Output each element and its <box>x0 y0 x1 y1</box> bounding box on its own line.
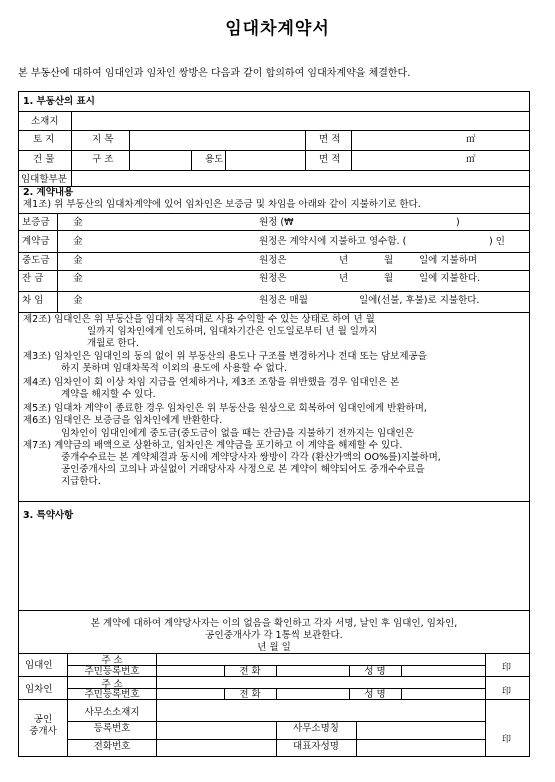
agent-tel-label: 전화번호 <box>93 741 131 752</box>
address-label: 소재지 <box>31 116 59 127</box>
lessor-seal: 印 <box>502 663 512 673</box>
land-area-unit: ㎡ <box>466 134 476 145</box>
rent-day: 일에(선불, 후불)로 지불한다. <box>359 295 480 306</box>
lessor-address-label: 주 소 <box>101 655 123 666</box>
article-4-line1: 제4조) 임차인이 회 이상 차임 지급을 연체하거나, 제3조 조항을 위반했을 경우 임대인은 본 <box>23 377 400 388</box>
building-label: 건 물 <box>33 154 55 165</box>
closing-date: 년 월 일 <box>257 642 291 653</box>
lessee-phone-label: 전 화 <box>239 689 261 700</box>
closing-line1: 본 계약에 대하여 계약당사자는 이의 없음을 확인하고 각자 서명, 날인 후 임대인, 임차인, <box>90 618 458 629</box>
article-3-line1: 제3조) 임차인은 임대인의 동의 없이 위 부동산의 용도나 구조를 변경하거나 전대 또는 담보제공을 <box>23 351 427 362</box>
deposit-currency: 金 <box>73 217 83 228</box>
section2-heading: 2. 계약내용 <box>23 187 74 198</box>
section3-heading: 3. 특약사항 <box>23 510 74 521</box>
article-6-line1: 제6조) 임대인은 보증금을 임차인에게 반환한다. <box>23 415 223 426</box>
deposit-label: 보증금 <box>22 217 50 228</box>
rent-text: 원정은 매월 <box>259 295 308 306</box>
down-payment-currency: 金 <box>73 236 83 247</box>
balance-currency: 金 <box>73 273 83 284</box>
balance-label: 잔 금 <box>22 273 44 284</box>
lessor-name-label: 성 명 <box>364 666 386 677</box>
deposit-text: 원정 (₩ <box>259 217 294 228</box>
rent-label: 차 임 <box>22 295 44 306</box>
lessee-name-label: 성 명 <box>364 689 386 700</box>
article-7-line1: 제7조) 계약금의 배액으로 상환하고, 임차인은 계약금을 포기하고 이 계약을 해제할 수 있다. <box>23 440 403 451</box>
interim-currency: 金 <box>73 255 83 266</box>
deposit-close: ) <box>456 217 460 228</box>
closing-line2: 공인중개사가 각 1통씩 보관한다. <box>205 630 343 641</box>
agent-office-address-label: 사무소소재지 <box>84 707 140 718</box>
article-2-line1: 제2조) 임대인은 위 부동산을 임대차 목적대로 사용 수익할 수 있는 상태로 하여 년 월 <box>23 314 375 325</box>
structure-label: 구 조 <box>92 154 114 165</box>
article-4-line2: 계약을 해지할 수 있다. <box>61 389 156 400</box>
intro-text: 본 부동산에 대하여 임대인과 임차인 쌍방은 다음과 같이 합의하여 임대차계약을 체결한다. <box>18 68 411 79</box>
document-title: 임대차계약서 <box>225 19 330 39</box>
article-2-line3: 개월로 한다. <box>87 338 139 349</box>
building-area-unit: ㎡ <box>466 154 476 165</box>
agent-seal: 印 <box>502 735 512 745</box>
balance-month: 월 <box>384 273 394 284</box>
contract-frame <box>18 91 530 757</box>
agent-label-line1: 공인 <box>33 714 53 725</box>
article-2-line2: 일까지 임차인에게 인도하며, 임대차기간은 인도일로부터 년 월 일까지 <box>87 326 378 337</box>
section1-heading: 1. 부동산의 표시 <box>23 96 95 107</box>
land-label: 토 지 <box>33 134 55 145</box>
lessor-id-label: 주민등록번호 <box>84 666 140 677</box>
use-label: 용도 <box>205 154 224 165</box>
land-category-label: 지 목 <box>92 134 114 145</box>
balance-year: 년 <box>339 273 349 284</box>
agent-reg-number-label: 등록번호 <box>93 723 131 734</box>
lessor-phone-label: 전 화 <box>239 666 261 677</box>
article-5-line1: 제5조) 임대차 계약이 종료한 경우 임차인은 위 부동산을 원상으로 회복하여 임대인에게 반환하며, <box>23 403 427 414</box>
leased-part-label: 임대할부분 <box>21 174 67 185</box>
land-area-label: 면 적 <box>319 134 341 145</box>
article-3-line2: 하지 못하며 임대차목적 이외의 용도에 사용할 수 없다. <box>61 363 288 374</box>
article-7-line2: 중개수수료는 본 계약체결과 동시에 계약당사자 쌍방이 각각 (환산가액의 OO%를)지불하며, <box>61 452 441 463</box>
down-payment-label: 계약금 <box>22 236 50 247</box>
interim-day: 일에 지불하며 <box>419 255 478 266</box>
down-payment-close: ) 인 <box>489 236 505 247</box>
agent-office-name-label: 사무소명칭 <box>293 723 339 734</box>
interim-month: 월 <box>384 255 394 266</box>
down-payment-text: 원정은 계약시에 지불하고 영수함. ( <box>259 236 407 247</box>
agent-rep-name-label: 대표자성명 <box>293 741 339 752</box>
lessee-label: 임차인 <box>25 684 53 695</box>
article-6-line2: 임차인이 임대인에게 중도금(중도금이 없을 때는 잔금)을 지불하기 전까지는 임대인은 <box>61 428 414 439</box>
article-1: 제1조) 위 부동산의 임대차계약에 있어 임차인은 보증금 및 차임을 아래와 같이 지불하기로 한다. <box>23 199 421 210</box>
lessee-seal: 印 <box>502 687 512 697</box>
balance-text: 원정은 <box>259 273 287 284</box>
balance-day: 일에 지불한다. <box>419 273 481 284</box>
interim-text: 원정은 <box>259 255 287 266</box>
interim-label: 중도금 <box>22 255 50 266</box>
lessee-address-label: 주 소 <box>101 679 123 690</box>
lessee-id-label: 주민등록번호 <box>84 689 140 700</box>
agent-label-line2: 중개사 <box>29 726 57 737</box>
rent-currency: 金 <box>73 295 83 306</box>
building-area-label: 면 적 <box>319 154 341 165</box>
article-7-line4: 지급한다. <box>61 476 101 487</box>
lessor-label: 임대인 <box>25 660 53 671</box>
interim-year: 년 <box>339 255 349 266</box>
article-7-line3: 공인중개사의 고의나 과실없이 거래당사자 사정으로 본 계약이 해약되어도 중개수수료을 <box>61 464 425 475</box>
